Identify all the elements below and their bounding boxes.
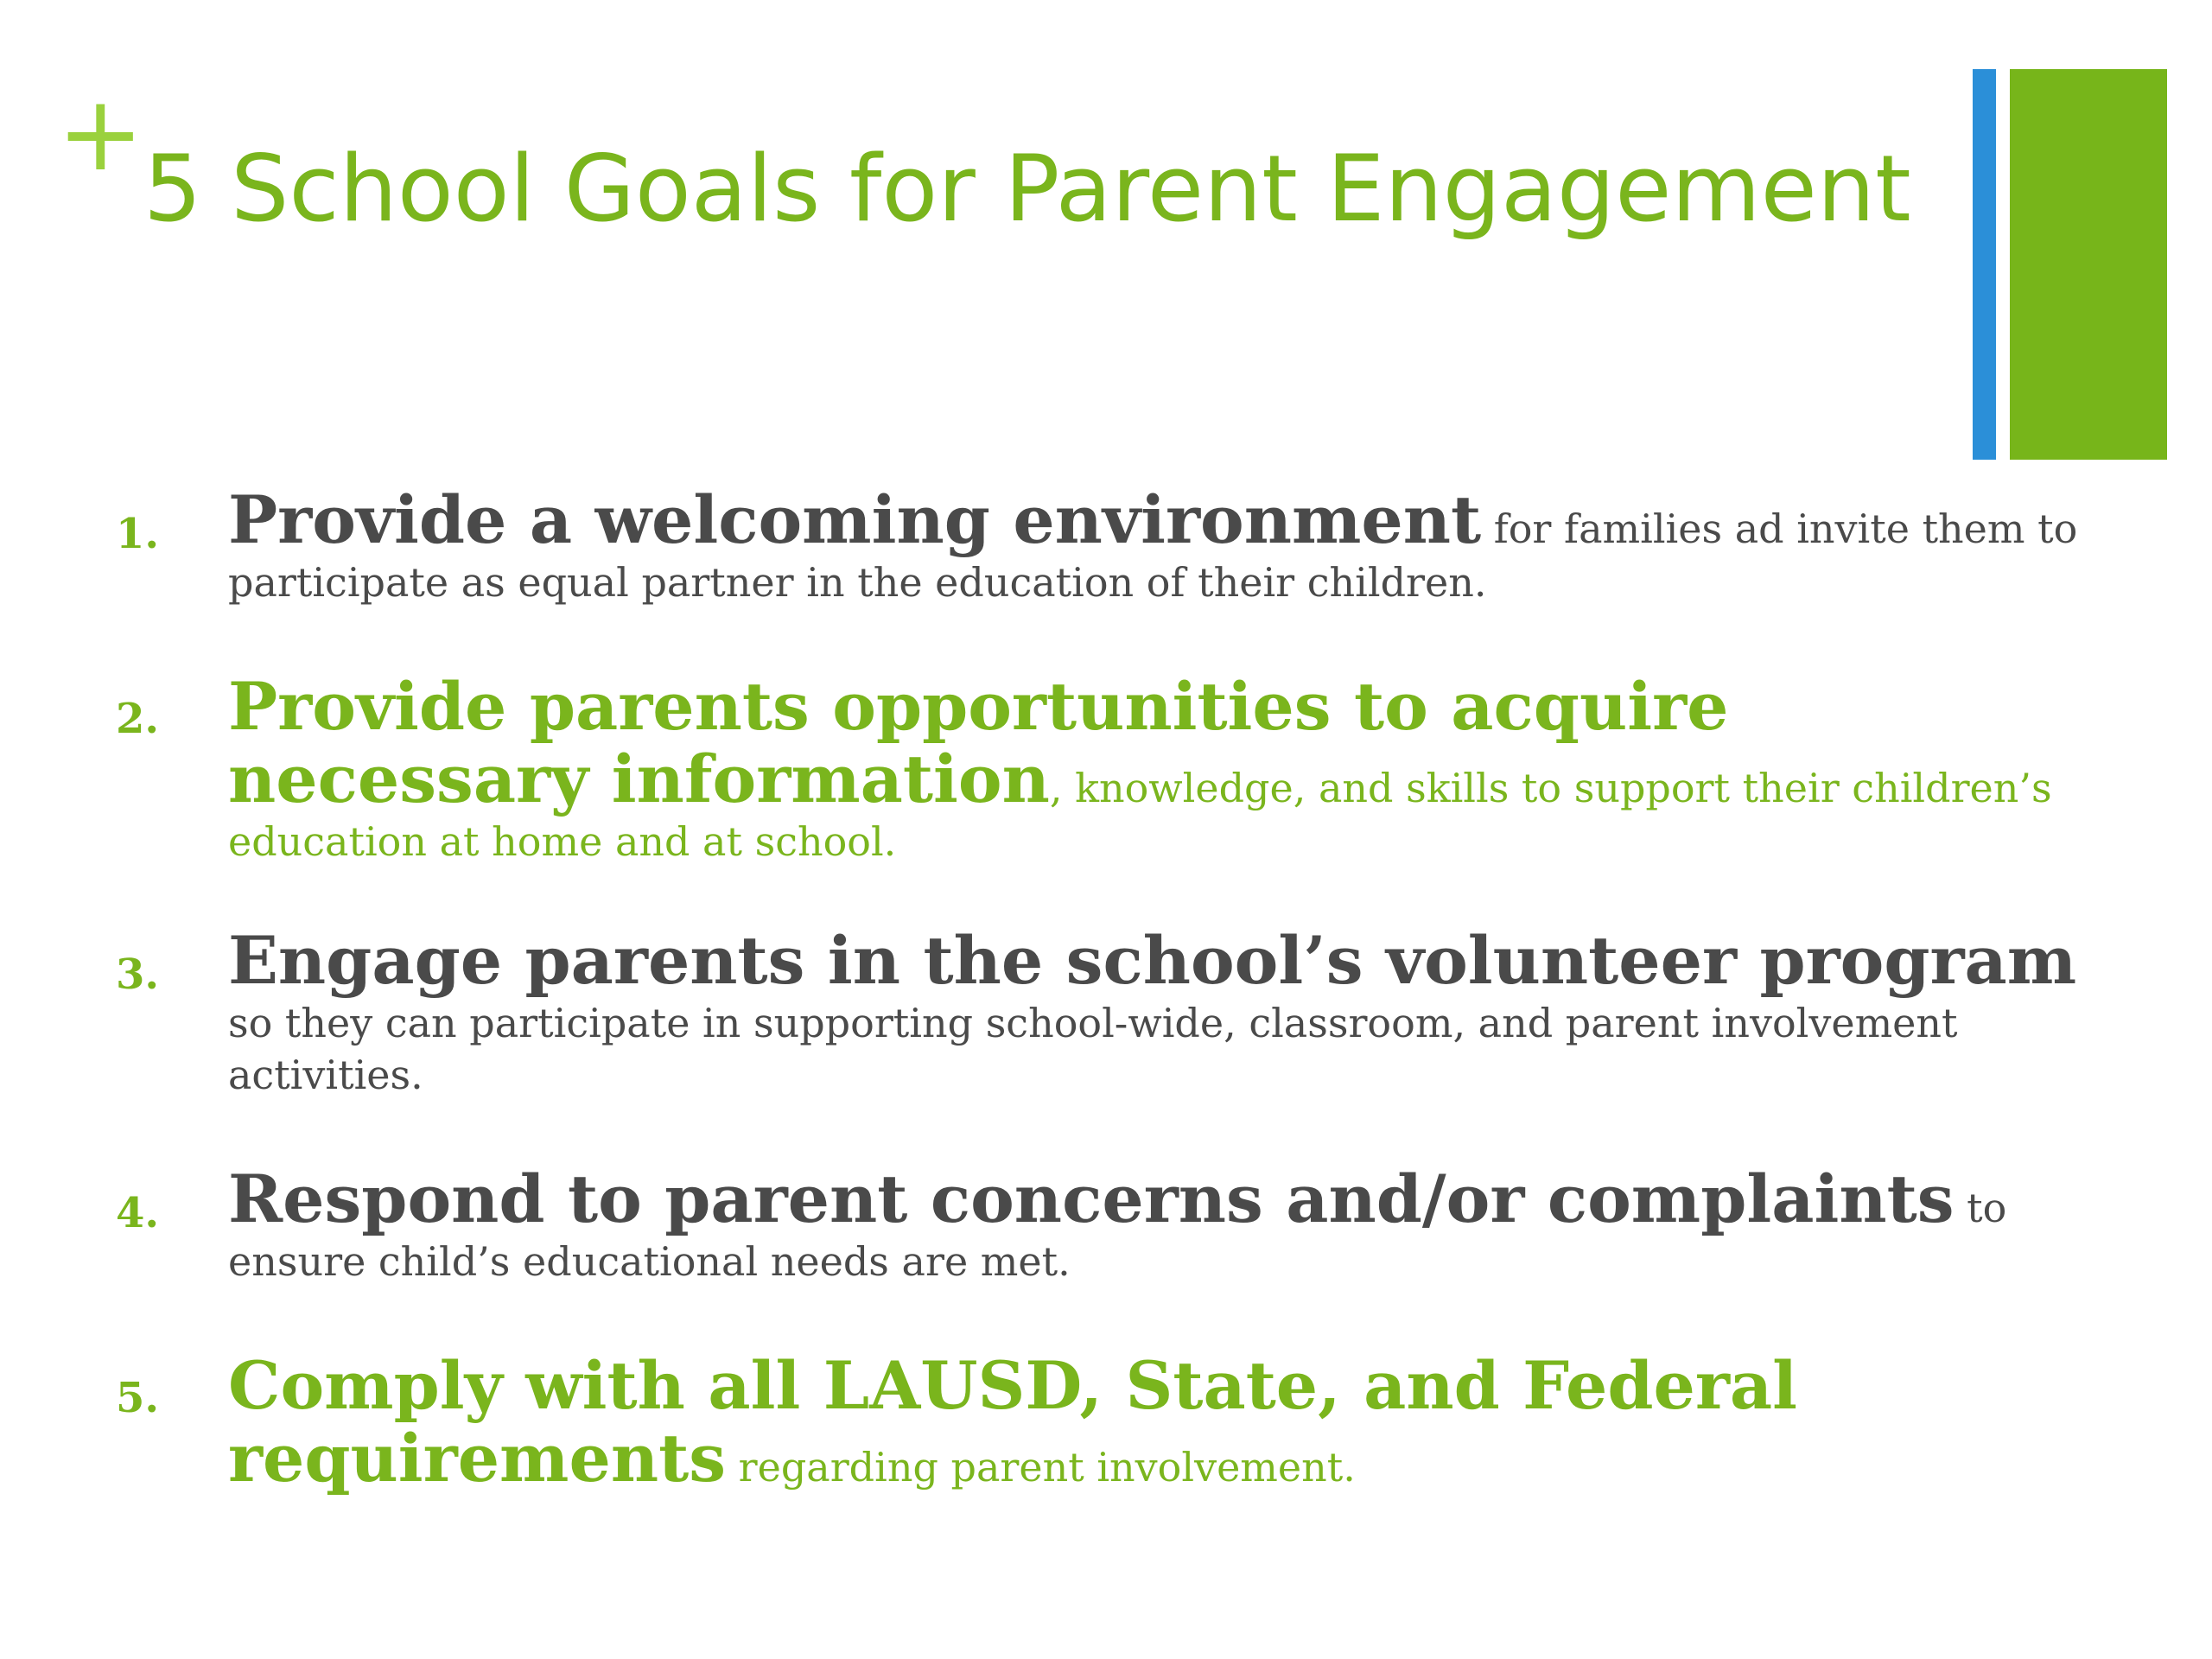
goal-text [228,922,2112,1101]
goal-heading: Comply with all LAUSD, State, and Federal requirements [228,1347,1797,1497]
goal-number: 4. [116,1189,160,1237]
goal-number: 1. [116,510,160,558]
goal-description: so they can participate in supporting school-wide, classroom, and parent involvement activities. [228,1000,1958,1098]
goal-number: 3. [116,950,160,999]
goal-text [228,1347,2112,1497]
goal-text [228,1160,2112,1287]
goal-heading: Provide parents opportunities to acquire necessary information [228,668,1729,817]
plus-icon: + [57,74,144,194]
goal-text [228,481,2112,608]
goal-description: to ensure child’s educational needs are met. [228,1185,2007,1285]
goal-text [228,668,2112,868]
goal-description: regarding parent involvement. [725,1444,1356,1491]
goal-heading: Provide a welcoming environment [228,481,1482,558]
goal-number: 5. [116,1374,160,1422]
goal-description: for families ad invite them to participate as equal partner in the education of their children. [228,505,2078,606]
goal-description: , knowledge, and skills to support their children’s education at home and at school. [228,765,2052,865]
goal-number: 2. [116,695,160,743]
accent-bar-green [2010,69,2167,460]
goal-heading: Respond to parent concerns and/or complaints [228,1160,1955,1237]
accent-bar-blue [1973,69,1996,460]
goal-heading: Engage parents in the school’s volunteer program [228,922,2077,999]
slide-title: 5 School Goals for Parent Engagement [143,136,1911,242]
